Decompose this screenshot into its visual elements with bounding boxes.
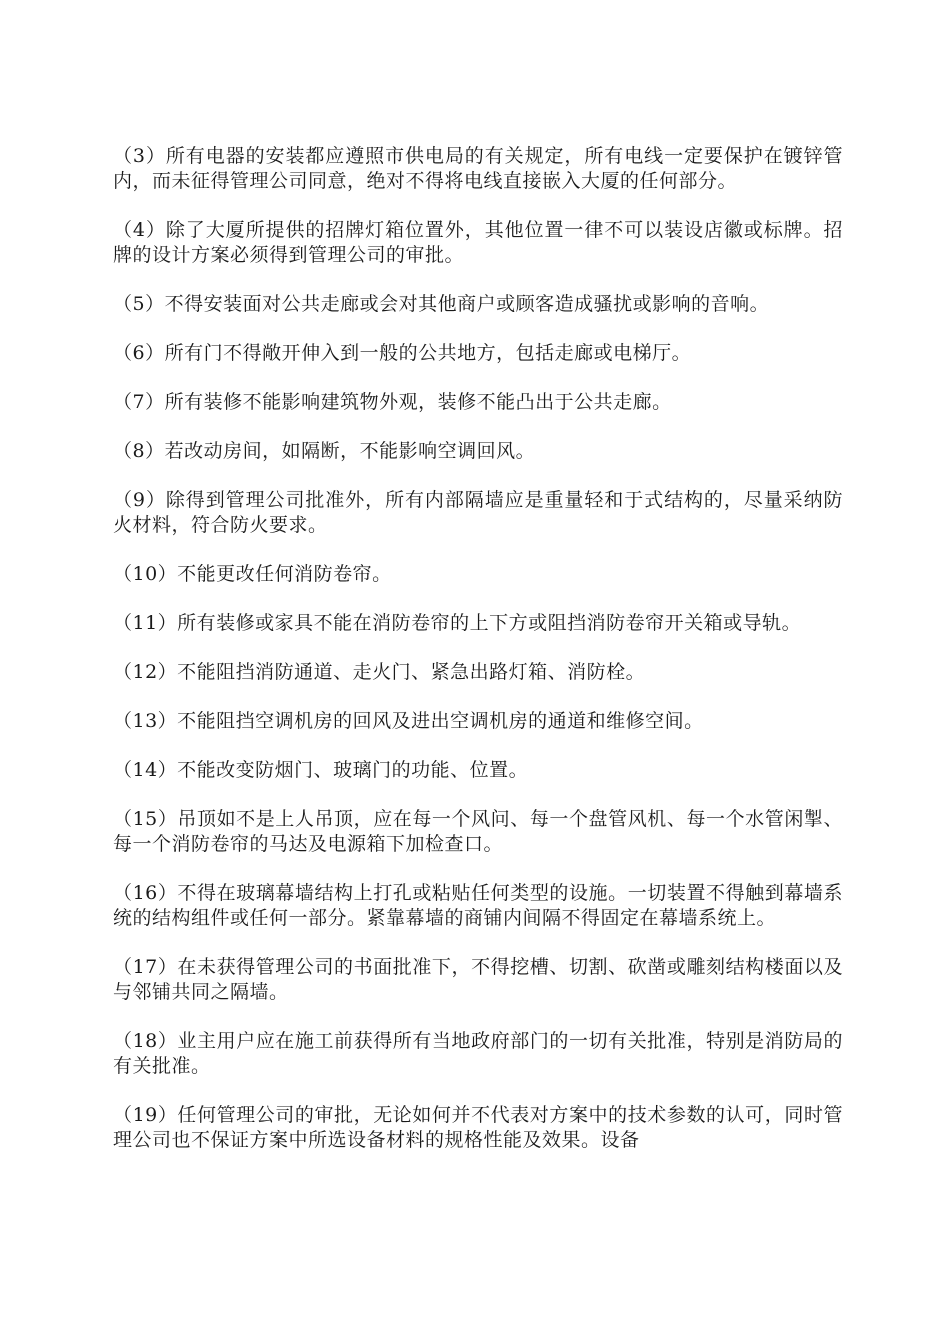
paragraph-item-17: （17）在未获得管理公司的书面批准下，不得挖槽、切割、砍凿或雕刻结构楼面以及与邻铺共同之隔墙。 — [113, 956, 843, 1003]
paragraph-item-13: （13）不能阻挡空调机房的回风及进出空调机房的通道和维修空间。 — [113, 710, 704, 732]
document-body — [113, 144, 843, 1177]
paragraph-item-11: （11）所有装修或家具不能在消防卷帘的上下方或阻挡消防卷帘开关箱或导轨。 — [113, 612, 802, 634]
paragraph-item-12: （12）不能阻挡消防通道、走火门、紧急出路灯箱、消防栓。 — [113, 661, 646, 683]
paragraph-item-18: （18）业主用户应在施工前获得所有当地政府部门的一切有关批准，特别是消防局的有关批准。 — [113, 1030, 843, 1077]
paragraph-item-6: （6）所有门不得敞开伸入到一般的公共地方，包括走廊或电梯厅。 — [113, 342, 692, 364]
paragraph-item-8: （8）若改动房间，如隔断，不能影响空调回风。 — [113, 440, 536, 462]
paragraph-item-5: （5）不得安装面对公共走廊或会对其他商户或顾客造成骚扰或影响的音响。 — [113, 293, 770, 315]
paragraph-item-15: （15）吊顶如不是上人吊顶，应在每一个风问、每一个盘管风机、每一个水管闲掣、每一个消防卷帘的马达及电源箱下加检查口。 — [113, 808, 843, 855]
paragraph-item-4: （4）除了大厦所提供的招牌灯箱位置外，其他位置一律不可以装设店徽或标牌。招牌的设计方案必须得到管理公司的审批。 — [113, 219, 843, 266]
paragraph-item-19: （19）任何管理公司的审批，无论如何并不代表对方案中的技术参数的认可，同时管理公司也不保证方案中所选设备材料的规格性能及效果。设备 — [113, 1104, 843, 1151]
paragraph-item-14: （14）不能改变防烟门、玻璃门的功能、位置。 — [113, 759, 529, 781]
paragraph-item-10: （10）不能更改任何消防卷帘。 — [113, 563, 392, 585]
paragraph-item-9: （9）除得到管理公司批准外，所有内部隔墙应是重量轻和于式结构的，尽量采纳防火材料，符合防火要求。 — [113, 489, 843, 536]
paragraph-item-3: （3）所有电器的安装都应遵照市供电局的有关规定，所有电线一定要保护在镀锌管内，而未征得管理公司同意，绝对不得将电线直接嵌入大厦的任何部分。 — [113, 145, 843, 192]
paragraph-item-16: （16）不得在玻璃幕墙结构上打孔或粘贴任何类型的设施。一切装置不得触到幕墙系统的结构组件或任何一部分。紧靠幕墙的商铺内间隔不得固定在幕墙系统上。 — [113, 882, 843, 929]
paragraph-item-7: （7）所有装修不能影响建筑物外观，装修不能凸出于公共走廊。 — [113, 391, 672, 413]
